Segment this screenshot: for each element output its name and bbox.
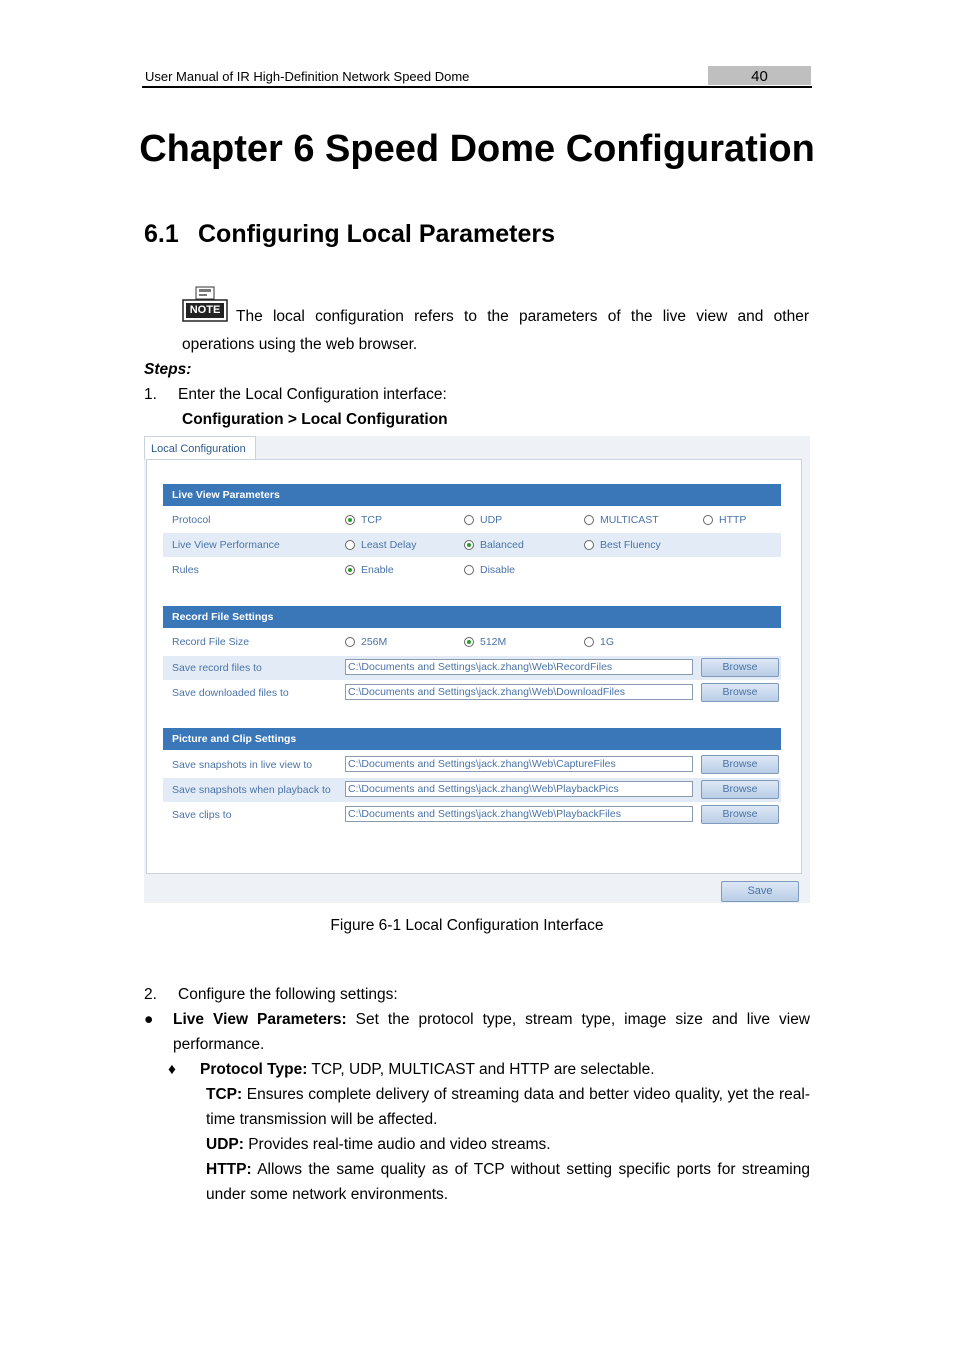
protocol-multicast-radio[interactable]: MULTICAST <box>584 508 659 532</box>
header-divider <box>142 86 812 88</box>
performance-label: Live View Performance <box>172 539 280 551</box>
record-file-size-row <box>163 630 781 654</box>
browse-snapshot-playback-button[interactable]: Browse <box>701 780 779 799</box>
step-1-number: 1. <box>144 386 157 403</box>
live-view-performance-row <box>163 533 781 557</box>
step-1 <box>144 382 447 407</box>
rules-enable-radio[interactable]: Enable <box>345 558 394 582</box>
save-record-label: Save record files to <box>172 662 262 674</box>
snapshot-live-label: Save snapshots in live view to <box>172 759 313 771</box>
protocol-tcp-radio[interactable]: TCP <box>345 508 382 532</box>
udp-description: UDP: Provides real-time audio and video streams. <box>206 1136 551 1153</box>
record-file-settings-header: Record File Settings <box>163 606 781 628</box>
radio-icon <box>464 565 474 575</box>
section-title: Configuring Local Parameters <box>198 220 556 248</box>
bullet-text: Live View Parameters: Set the protocol type, stream type, image size and live view performance. <box>173 1011 811 1053</box>
note-text-line2: operations using the web browser. <box>182 336 418 353</box>
local-configuration-screenshot <box>144 436 810 903</box>
browse-snapshot-live-button[interactable]: Browse <box>701 755 779 774</box>
note-text-line1: The local configuration refers to the parameters of the live view and other <box>236 308 809 325</box>
radio-icon <box>464 515 474 525</box>
save-button[interactable]: Save <box>721 881 799 902</box>
clips-label: Save clips to <box>172 809 232 821</box>
figure-caption: Figure 6-1 Local Configuration Interface <box>330 917 604 934</box>
note-icon-label: NOTE <box>189 304 221 316</box>
radio-selected-icon <box>345 565 355 575</box>
radio-icon <box>345 540 355 550</box>
save-download-row <box>163 681 781 705</box>
snapshot-playback-label: Save snapshots when playback to <box>172 784 331 796</box>
snapshot-playback-path-field[interactable]: C:\Documents and Settings\jack.zhang\Web\PlaybackPics <box>345 781 693 797</box>
size-1g-radio[interactable]: 1G <box>584 630 614 654</box>
browse-record-button[interactable]: Browse <box>701 658 779 677</box>
performance-least-delay-radio[interactable]: Least Delay <box>345 533 416 557</box>
browse-download-button[interactable]: Browse <box>701 683 779 702</box>
save-record-row <box>163 656 781 680</box>
note-icon <box>182 286 228 322</box>
radio-icon <box>584 540 594 550</box>
clips-path-field[interactable]: C:\Documents and Settings\jack.zhang\Web\PlaybackFiles <box>345 806 693 822</box>
size-512m-radio[interactable]: 512M <box>464 630 506 654</box>
page-number: 40 <box>708 66 811 85</box>
record-file-size-label: Record File Size <box>172 636 250 648</box>
section-number: 6.1 <box>144 220 179 248</box>
save-record-path-field[interactable]: C:\Documents and Settings\jack.zhang\Web\RecordFiles <box>345 659 693 675</box>
tcp-description: TCP: Ensures complete delivery of streaming data and better video quality, yet the real-time transmission will be affected. <box>206 1086 810 1128</box>
picture-clip-settings-header: Picture and Clip Settings <box>163 728 781 750</box>
radio-icon <box>584 515 594 525</box>
rules-disable-radio[interactable]: Disable <box>464 558 515 582</box>
clips-row <box>163 803 781 827</box>
radio-icon <box>703 515 713 525</box>
menu-path: Configuration > Local Configuration <box>182 411 448 428</box>
step-2-text: Configure the following settings: <box>178 986 398 1003</box>
performance-best-fluency-radio[interactable]: Best Fluency <box>584 533 661 557</box>
radio-icon <box>345 637 355 647</box>
radio-selected-icon <box>345 515 355 525</box>
performance-balanced-radio[interactable]: Balanced <box>464 533 524 557</box>
save-download-path-field[interactable]: C:\Documents and Settings\jack.zhang\Web\DownloadFiles <box>345 684 693 700</box>
protocol-udp-radio[interactable]: UDP <box>464 508 502 532</box>
step-2 <box>144 982 398 1007</box>
radio-selected-icon <box>464 540 474 550</box>
protocol-label: Protocol <box>172 514 211 526</box>
diamond-bullet-icon: ♦ <box>168 1061 176 1078</box>
save-download-label: Save downloaded files to <box>172 687 289 699</box>
radio-icon <box>584 637 594 647</box>
rules-label: Rules <box>172 564 199 576</box>
http-description: HTTP: Allows the same quality as of TCP without setting specific ports for streaming under some network environments. <box>206 1161 810 1203</box>
snapshot-live-path-field[interactable]: C:\Documents and Settings\jack.zhang\Web\CaptureFiles <box>345 756 693 772</box>
bullet-icon: ● <box>144 1011 154 1028</box>
tab-local-configuration[interactable]: Local Configuration <box>144 436 256 460</box>
running-header-title: User Manual of IR High-Definition Network Speed Dome <box>145 69 470 84</box>
configuration-panel <box>146 459 802 874</box>
snapshot-playback-row <box>163 778 781 802</box>
protocol-http-radio[interactable]: HTTP <box>703 508 746 532</box>
radio-selected-icon <box>464 637 474 647</box>
steps-label: Steps: <box>144 361 192 378</box>
protocol-row <box>163 508 781 532</box>
protocol-type-text: Protocol Type: TCP, UDP, MULTICAST and HTTP are selectable. <box>200 1061 655 1078</box>
chapter-title: Chapter 6 Speed Dome Configuration <box>139 128 815 170</box>
step-2-number: 2. <box>144 986 157 1003</box>
snapshot-live-row <box>163 753 781 777</box>
section-heading <box>144 220 555 249</box>
browse-clips-button[interactable]: Browse <box>701 805 779 824</box>
live-view-parameters-header: Live View Parameters <box>163 484 781 506</box>
step-1-text: Enter the Local Configuration interface: <box>178 386 447 403</box>
size-256m-radio[interactable]: 256M <box>345 630 387 654</box>
rules-row <box>163 558 781 582</box>
